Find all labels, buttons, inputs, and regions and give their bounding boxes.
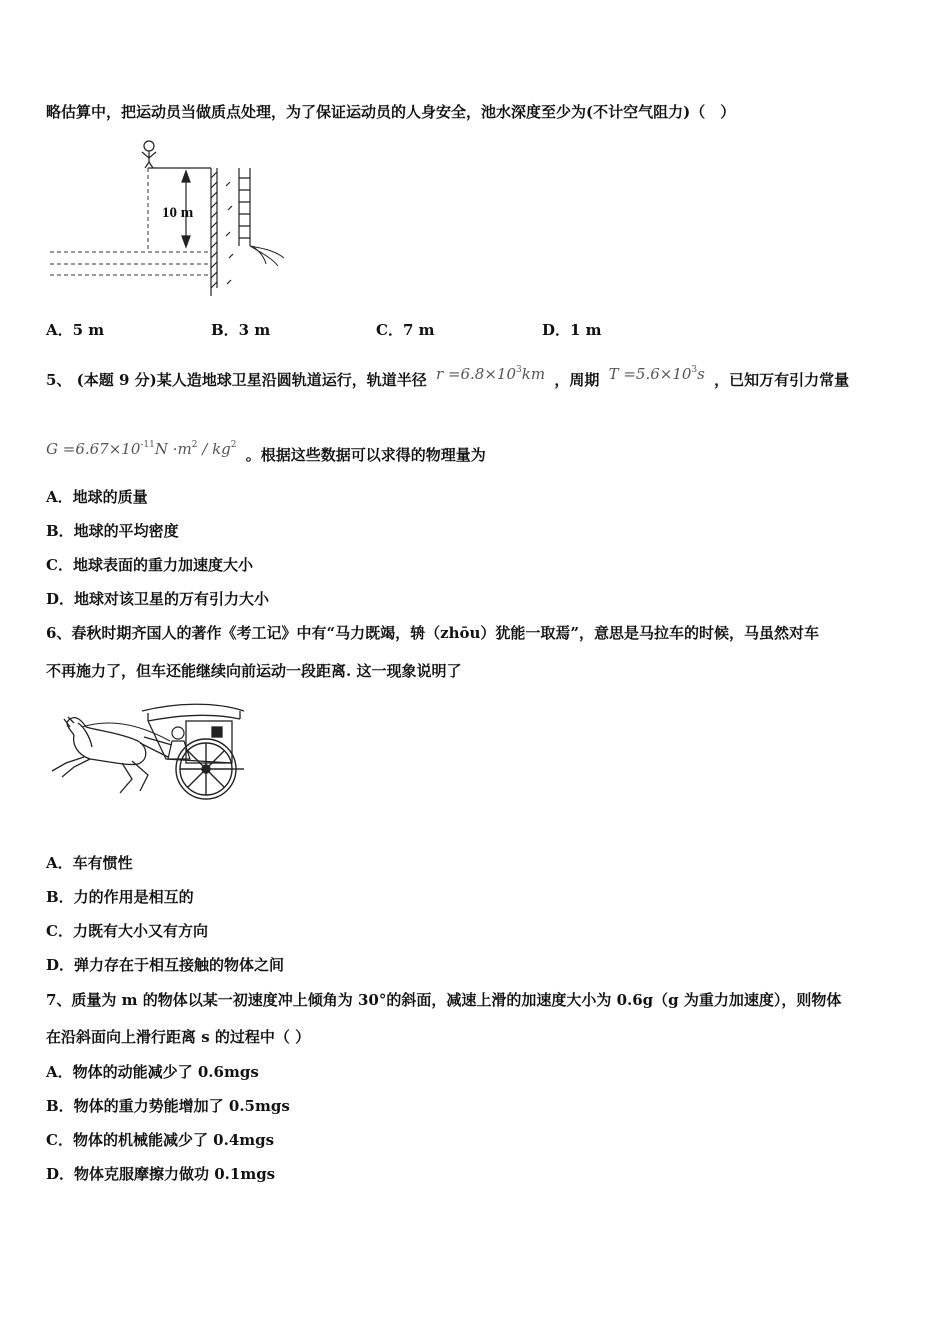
canopy <box>142 704 244 721</box>
wall <box>211 168 233 296</box>
q4-option-c[interactable]: C．7 m <box>376 321 435 339</box>
q7-option-b[interactable]: B．物体的重力势能增加了 0.5mgs <box>46 1097 290 1115</box>
q5-middle: ，周期 <box>554 371 600 389</box>
water-surface <box>50 252 210 275</box>
q5-suffix: ，已知万有引力常量 <box>714 371 850 389</box>
q5-option-a[interactable]: A．地球的质量 <box>46 488 148 506</box>
q5-option-d[interactable]: D．地球对该卫星的万有引力大小 <box>46 590 270 608</box>
ladder <box>239 168 250 246</box>
q6-option-d[interactable]: D．弹力存在于相互接触的物体之间 <box>46 956 285 974</box>
gravitational-constant-formula: $G =6.67\times 10^{-11}N \cdot m^2 / kg^2$ <box>46 440 237 458</box>
q4-option-b[interactable]: B．3 m <box>211 321 271 339</box>
q5-option-c[interactable]: C．地球表面的重力加速度大小 <box>46 556 253 574</box>
height-label: 10 m <box>162 205 194 221</box>
diving-figure <box>46 138 296 300</box>
q6-line1: 6、春秋时期齐国人的著作《考工记》中有“马力既竭，辀（zhōu）犹能一取焉”，意思是马拉车的时候，马虽然对车 <box>46 624 820 642</box>
q4-text: 略估算中，把运动员当做质点处理，为了保证运动员的人身安全，池水深度至少为(不计空气阻力)（ ） <box>46 103 736 121</box>
q5-option-b[interactable]: B．地球的平均密度 <box>46 522 179 540</box>
q6-option-b[interactable]: B．力的作用是相互的 <box>46 888 194 906</box>
q7-line2: 在沿斜面向上滑行距离 s 的过程中（ ） <box>46 1028 311 1046</box>
q4-option-d[interactable]: D．1 m <box>542 321 602 339</box>
orbit-radius-formula: $r =6.8\times 10^3km$ <box>435 365 546 383</box>
q6-option-c[interactable]: C．力既有大小又有方向 <box>46 922 208 940</box>
q5-line1 <box>46 366 849 390</box>
q6-option-a[interactable]: A．车有惯性 <box>46 854 133 872</box>
period-formula: $T =5.6\times 10^3s$ <box>608 365 705 383</box>
q5-prefix: 5、 (本题 9 分)某人造地球卫星沿圆轨道运行，轨道半径 <box>46 371 427 389</box>
q7-line1: 7、质量为 m 的物体以某一初速度冲上倾角为 30°的斜面，减速上滑的加速度大小为 0.6g（g 为重力加速度），则物体 <box>46 991 842 1009</box>
q7-option-d[interactable]: D．物体克服摩擦力做功 0.1mgs <box>46 1165 276 1183</box>
q5-line2 <box>46 441 486 465</box>
chariot-figure <box>44 697 248 809</box>
diver-icon <box>142 141 156 168</box>
q7-option-c[interactable]: C．物体的机械能减少了 0.4mgs <box>46 1131 275 1149</box>
q4-option-a[interactable]: A．5 m <box>46 321 105 339</box>
horse <box>52 717 168 793</box>
q5-question: 。根据这些数据可以求得的物理量为 <box>245 446 486 464</box>
q7-option-a[interactable]: A．物体的动能减少了 0.6mgs <box>46 1063 259 1081</box>
q6-line2: 不再施力了，但车还能继续向前运动一段距离. 这一现象说明了 <box>46 662 462 680</box>
grass <box>250 246 284 266</box>
